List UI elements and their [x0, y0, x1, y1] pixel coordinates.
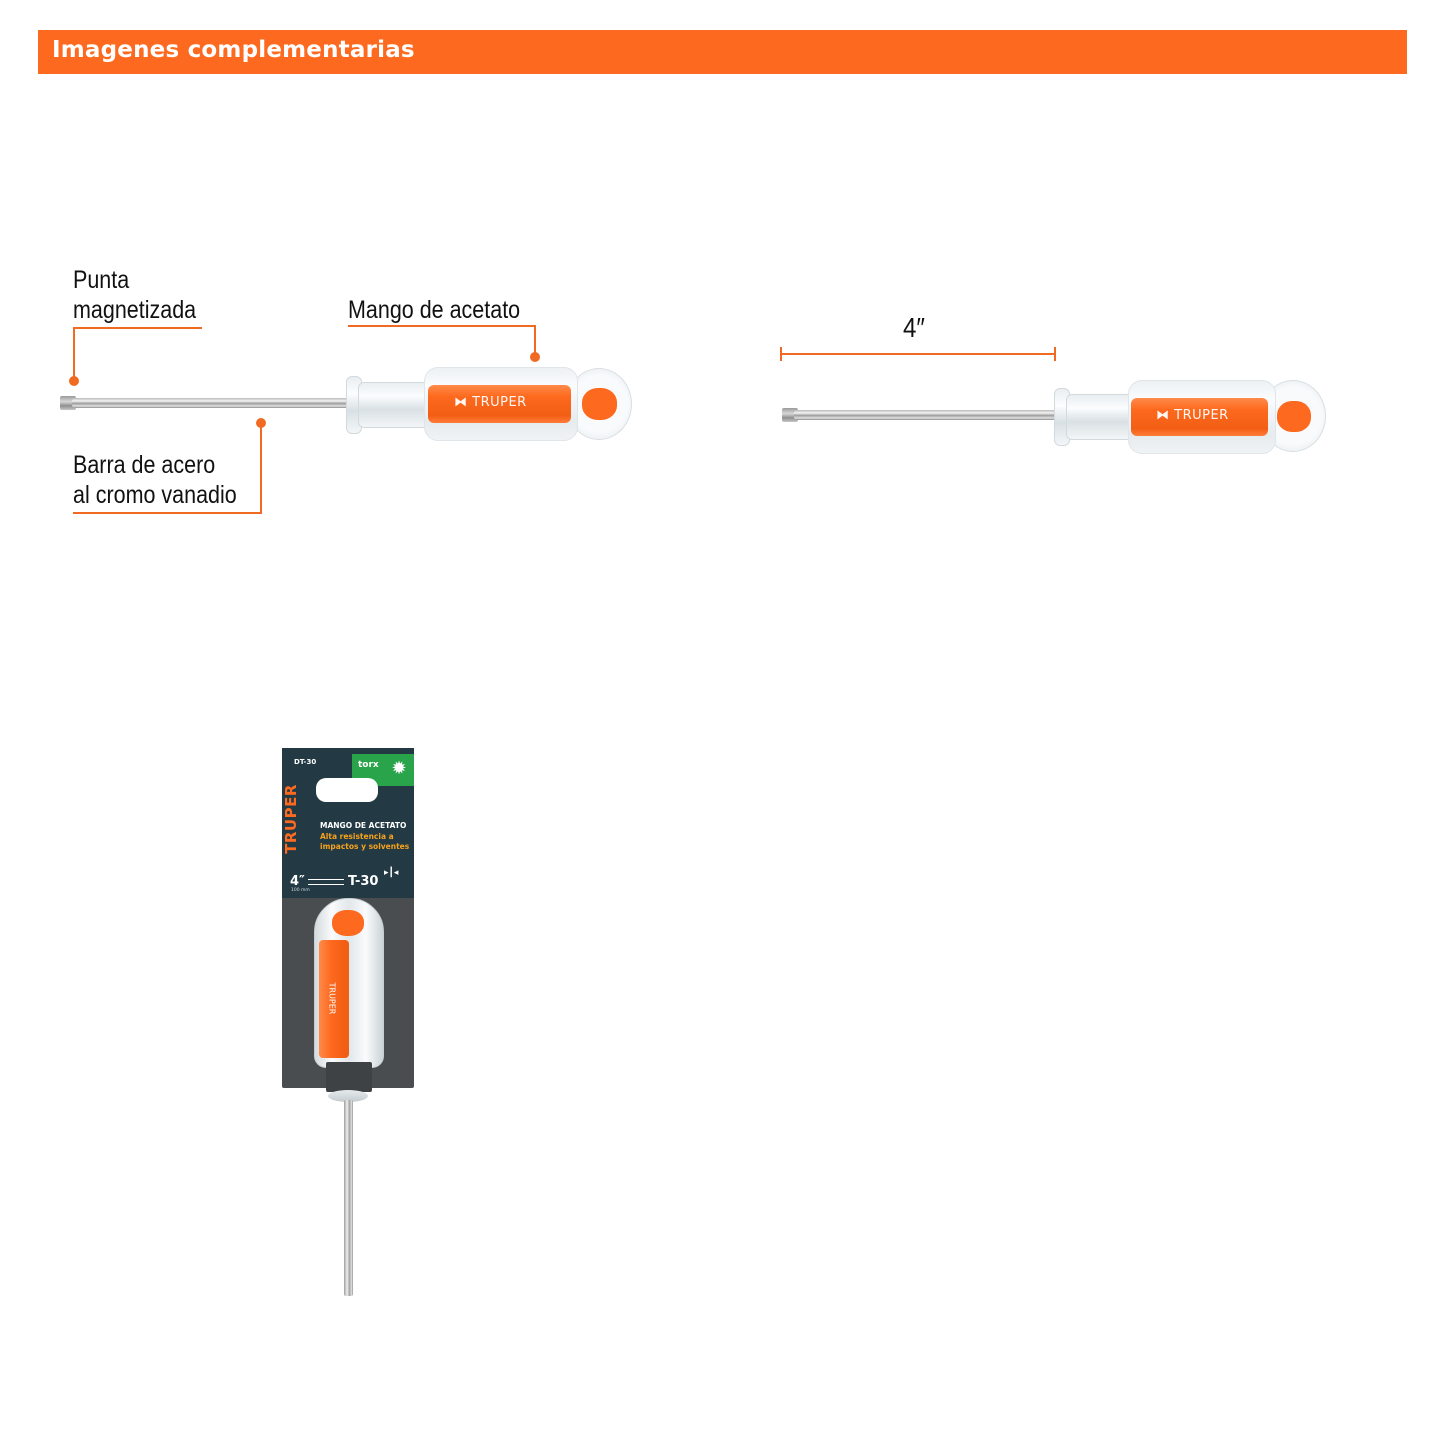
packaged-handle-brand	[327, 972, 348, 1032]
dimension-left-tick	[780, 347, 782, 361]
package-subheading: Alta resistencia a impactos y solventes	[320, 832, 410, 851]
package-tip-size: T-30	[348, 874, 379, 889]
ruler-icon	[308, 879, 344, 885]
package-brand-text: TRUPER	[281, 784, 300, 854]
handle-orange-dot	[1277, 401, 1311, 432]
callout-handle-leader	[534, 325, 536, 355]
dimension-right-tick	[1054, 347, 1056, 361]
hang-hole	[316, 778, 378, 802]
callout-shaft-line2: al cromo vanadio	[73, 481, 237, 509]
callout-tip-underline	[73, 327, 202, 329]
callout-handle-underline	[348, 325, 536, 327]
tip-diagram-icon: ▸┃◂	[384, 868, 399, 878]
handle-brand-logo	[454, 395, 527, 410]
screwdriver-shaft	[72, 398, 362, 408]
handle-brand-logo	[1156, 408, 1229, 423]
callout-shaft-underline	[73, 512, 262, 514]
handle-brand-text: TRUPER	[1174, 408, 1229, 423]
package-length: 4″	[290, 874, 305, 889]
truper-logo-icon: ⧓	[1156, 408, 1170, 423]
callout-tip-line2: magnetizada	[73, 296, 197, 324]
package-brand-vertical	[281, 770, 312, 870]
callout-shaft-line1: Barra de acero	[73, 451, 216, 479]
callout-handle: Mango de acetato	[348, 296, 521, 324]
dimension-line	[781, 353, 1056, 355]
packaged-handle-brand-text: TRUPER	[327, 982, 337, 1015]
handle-neck	[358, 382, 432, 428]
torx-badge-label: torx	[358, 760, 379, 770]
handle-brand-text: TRUPER	[472, 395, 527, 410]
section-header	[38, 30, 1407, 74]
model-code: DT-30	[294, 758, 317, 766]
packaged-shaft	[344, 1100, 353, 1296]
callout-tip-leader	[73, 327, 75, 377]
callout-tip-line1: Punta	[73, 266, 130, 294]
package-collar	[326, 1062, 372, 1092]
section-title: Imagenes complementarias	[52, 37, 415, 63]
package-length-mm: 100 mm	[291, 888, 310, 893]
handle-orange-dot	[582, 388, 617, 420]
torx-star-icon: ✹	[391, 758, 407, 779]
callout-handle-dot	[530, 352, 540, 362]
dimension-label: 4″	[903, 312, 925, 343]
truper-logo-icon: ⧓	[454, 395, 468, 410]
package-header-panel	[282, 748, 414, 898]
callout-tip-dot	[69, 376, 79, 386]
packaged-handle-orange-dot	[332, 910, 364, 936]
callout-shaft-leader	[260, 424, 262, 514]
handle-neck	[1066, 394, 1136, 440]
package-heading: MANGO DE ACETATO	[320, 821, 407, 830]
callout-shaft-dot	[256, 418, 266, 428]
screwdriver-shaft	[794, 410, 1066, 420]
